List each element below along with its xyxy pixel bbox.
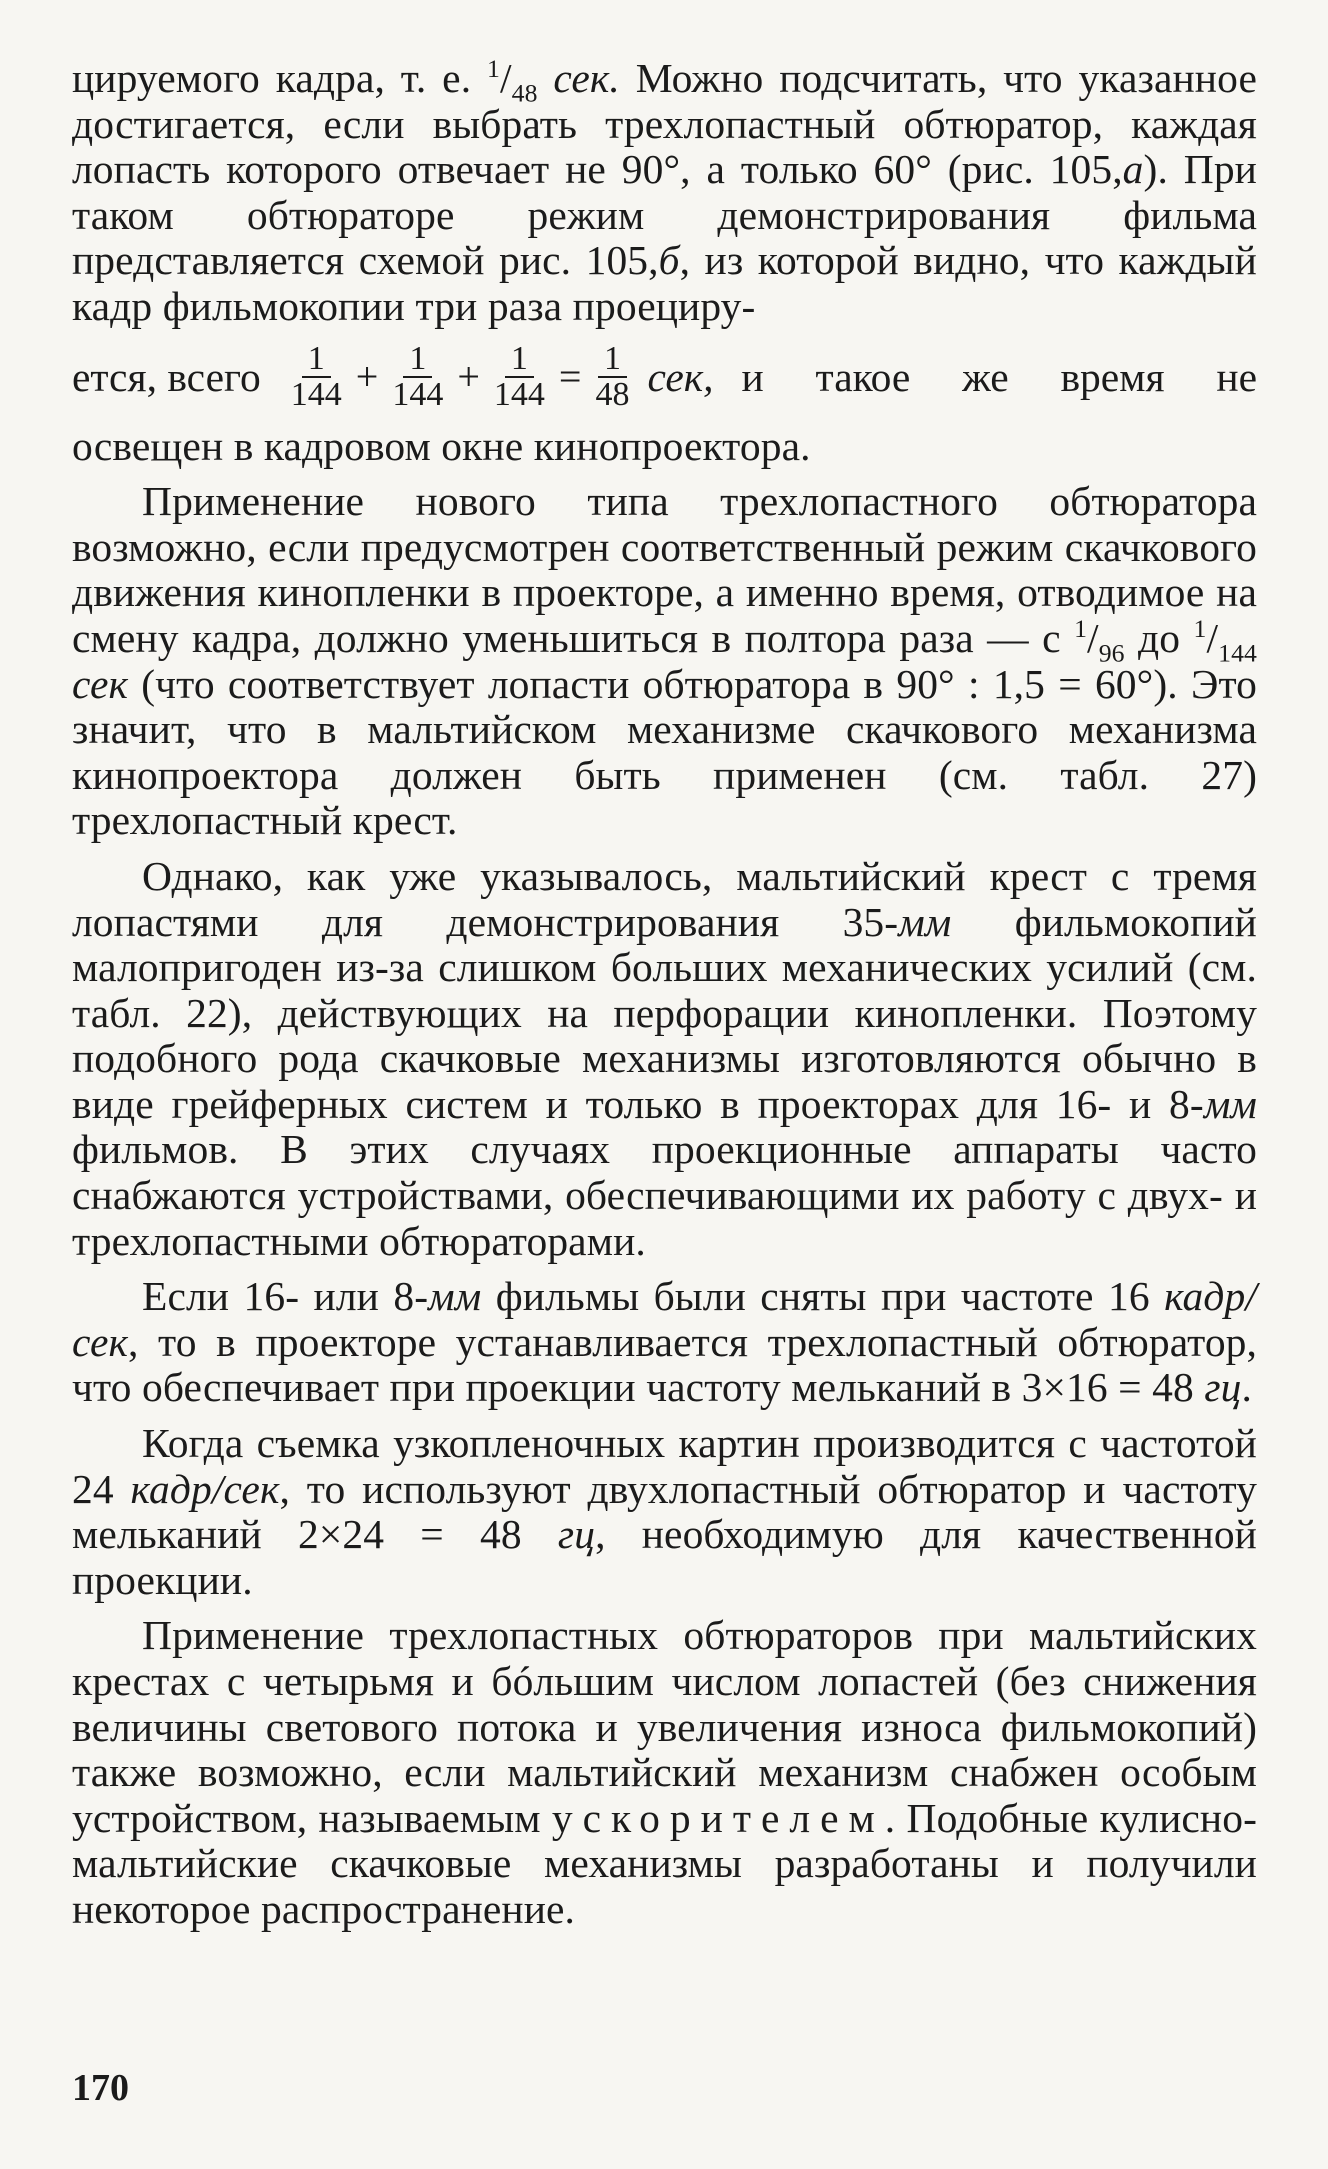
plus-operator: + — [457, 354, 480, 400]
fraction-numerator: 1 — [598, 342, 627, 378]
superscript: 1 — [487, 54, 500, 84]
fraction-numerator: 1 — [403, 342, 432, 378]
text-segment: ускорителем — [551, 1794, 885, 1841]
paragraph-1-end: освещен в кадровом окне кинопроектора. — [72, 422, 811, 469]
fraction-denominator: 48 — [595, 375, 630, 413]
fraction-denominator: 144 — [290, 375, 342, 413]
equation-lead: ется, всего — [72, 353, 261, 400]
text-segment: цируемого кадра, т. е. — [72, 55, 488, 101]
text-segment: б — [658, 237, 680, 284]
text-segment: гц — [557, 1511, 596, 1558]
text-segment: гц — [1204, 1364, 1242, 1411]
page-body — [72, 56, 1257, 1933]
text-segment: (что соответствует лопасти обтюратора в 90° : 1,5 = 60°). Это значит, что в мальтийском механизме скачкового механизма кинопроектора должен быть применен (см. табл. 27) трехлопастный крест. — [72, 660, 1257, 844]
text-segment: . Подобные кулисно-мальтийские скачковые механизмы разработаны и получили некоторое распространение. — [72, 1794, 1257, 1932]
text-segment: фильмокопий малопригоден из-за слишком больших механических усилий (см. табл. 22), действующих на перфорации кинопленки. Поэтому подобного рода скачковые механизмы изготовляются обычно в виде грейферных систем и только в проекторах для 16- и 8- — [72, 898, 1257, 1127]
subscript: 48 — [511, 78, 538, 108]
equation-tail: и такое же время не — [741, 353, 1257, 400]
fraction-4 — [589, 339, 635, 413]
paragraph-2 — [72, 479, 1257, 844]
fraction-numerator: 1 — [505, 342, 534, 378]
text-segment: , то используют двухлопастный обтюратор и частоту мельканий 2×24 = 48 — [72, 1465, 1257, 1558]
subscript: 96 — [1098, 638, 1125, 668]
fraction-numerator: 1 — [302, 342, 331, 378]
fraction-denominator: 144 — [493, 375, 545, 413]
text-segment: мм — [1203, 1080, 1257, 1127]
text-segment: Применение нового типа трехлопастного обтюратора возможно, если предусмотрен соответственный режим скачкового движения кинопленки в проекторе, а именно время, отводимое на смену кадра, должно уменьшиться в полтора раза — с — [72, 478, 1257, 661]
text-segment: , из которой видно, что каждый кадр фильмокопии три раза проециру- — [72, 237, 1257, 329]
text-segment: Когда съемка узкопленочных картин производится с частотой 24 — [72, 1420, 1257, 1512]
equals-operator: = — [558, 354, 582, 400]
text-segment: мм — [898, 898, 952, 945]
superscript: 1 — [1193, 614, 1207, 644]
text-segment: Применение трехлопастных обтюраторов при мальтийских крестах с четырьмя и бóльшим числом лопастей (без снижения величины светового потока и увеличения износа фильмокопий) также возможно, если мальтийский механизм снабжен особым устройством, называемым — [72, 1612, 1257, 1841]
page-number: 170 — [72, 2067, 129, 2109]
text-segment: мм — [428, 1273, 482, 1320]
text-segment: сек. — [537, 55, 620, 101]
paragraph-6 — [72, 1613, 1257, 1932]
paragraph-1 — [72, 56, 1257, 330]
text-segment: фильмов. В этих случаях проекционные аппараты часто снабжаются устройствами, обеспечивающими их работу с двух- и трехлопастными обтюраторами. — [72, 1126, 1257, 1264]
text-segment: / — [1087, 614, 1099, 661]
paragraph-4 — [72, 1274, 1257, 1411]
fraction-denominator: 144 — [392, 375, 444, 413]
text-segment: / — [1206, 614, 1219, 661]
text-segment: . — [1241, 1364, 1252, 1411]
text-segment: кадр/сек — [130, 1465, 280, 1512]
text-segment: ). При таком обтюраторе режим демонстрирования фильма представляется схемой рис. 105, — [72, 146, 1257, 284]
text-segment: / — [499, 55, 512, 101]
fraction-1 — [285, 339, 348, 413]
text-segment: Однако, как уже указывалось, мальтийский крест с тремя лопастями для демонстрирования 35- — [72, 852, 1257, 945]
text-segment: до — [1124, 614, 1194, 661]
text-segment: , необходимую для качественной проекции. — [72, 1511, 1257, 1603]
paragraph-3 — [72, 854, 1257, 1264]
fraction-2 — [386, 339, 449, 413]
text-segment: Если 16- или 8- — [142, 1273, 429, 1320]
text-segment: а — [1122, 146, 1144, 193]
text-segment: , то в проекторе устанавливается трехлопастный обтюратор, что обеспечивает при проекции частоту мельканий в 3×16 = 48 — [72, 1318, 1257, 1411]
text-segment: кадр/сек — [72, 1273, 1257, 1365]
text-segment: фильмы были сняты при частоте 16 — [481, 1273, 1165, 1320]
equation-unit: сек, — [647, 353, 714, 400]
equation-line — [72, 330, 1257, 424]
paragraph-5 — [72, 1421, 1257, 1603]
plus-operator: + — [355, 354, 379, 400]
text-segment: сек — [72, 660, 129, 707]
fraction-3 — [488, 339, 551, 413]
text-segment: Можно подсчитать, что указанное достигается, если выбрать трехлопастный обтюратор, каждая лопасть которого отвечает не 90°, а только 60° (рис. 105, — [72, 55, 1257, 193]
subscript: 144 — [1218, 638, 1257, 668]
superscript: 1 — [1074, 614, 1088, 644]
